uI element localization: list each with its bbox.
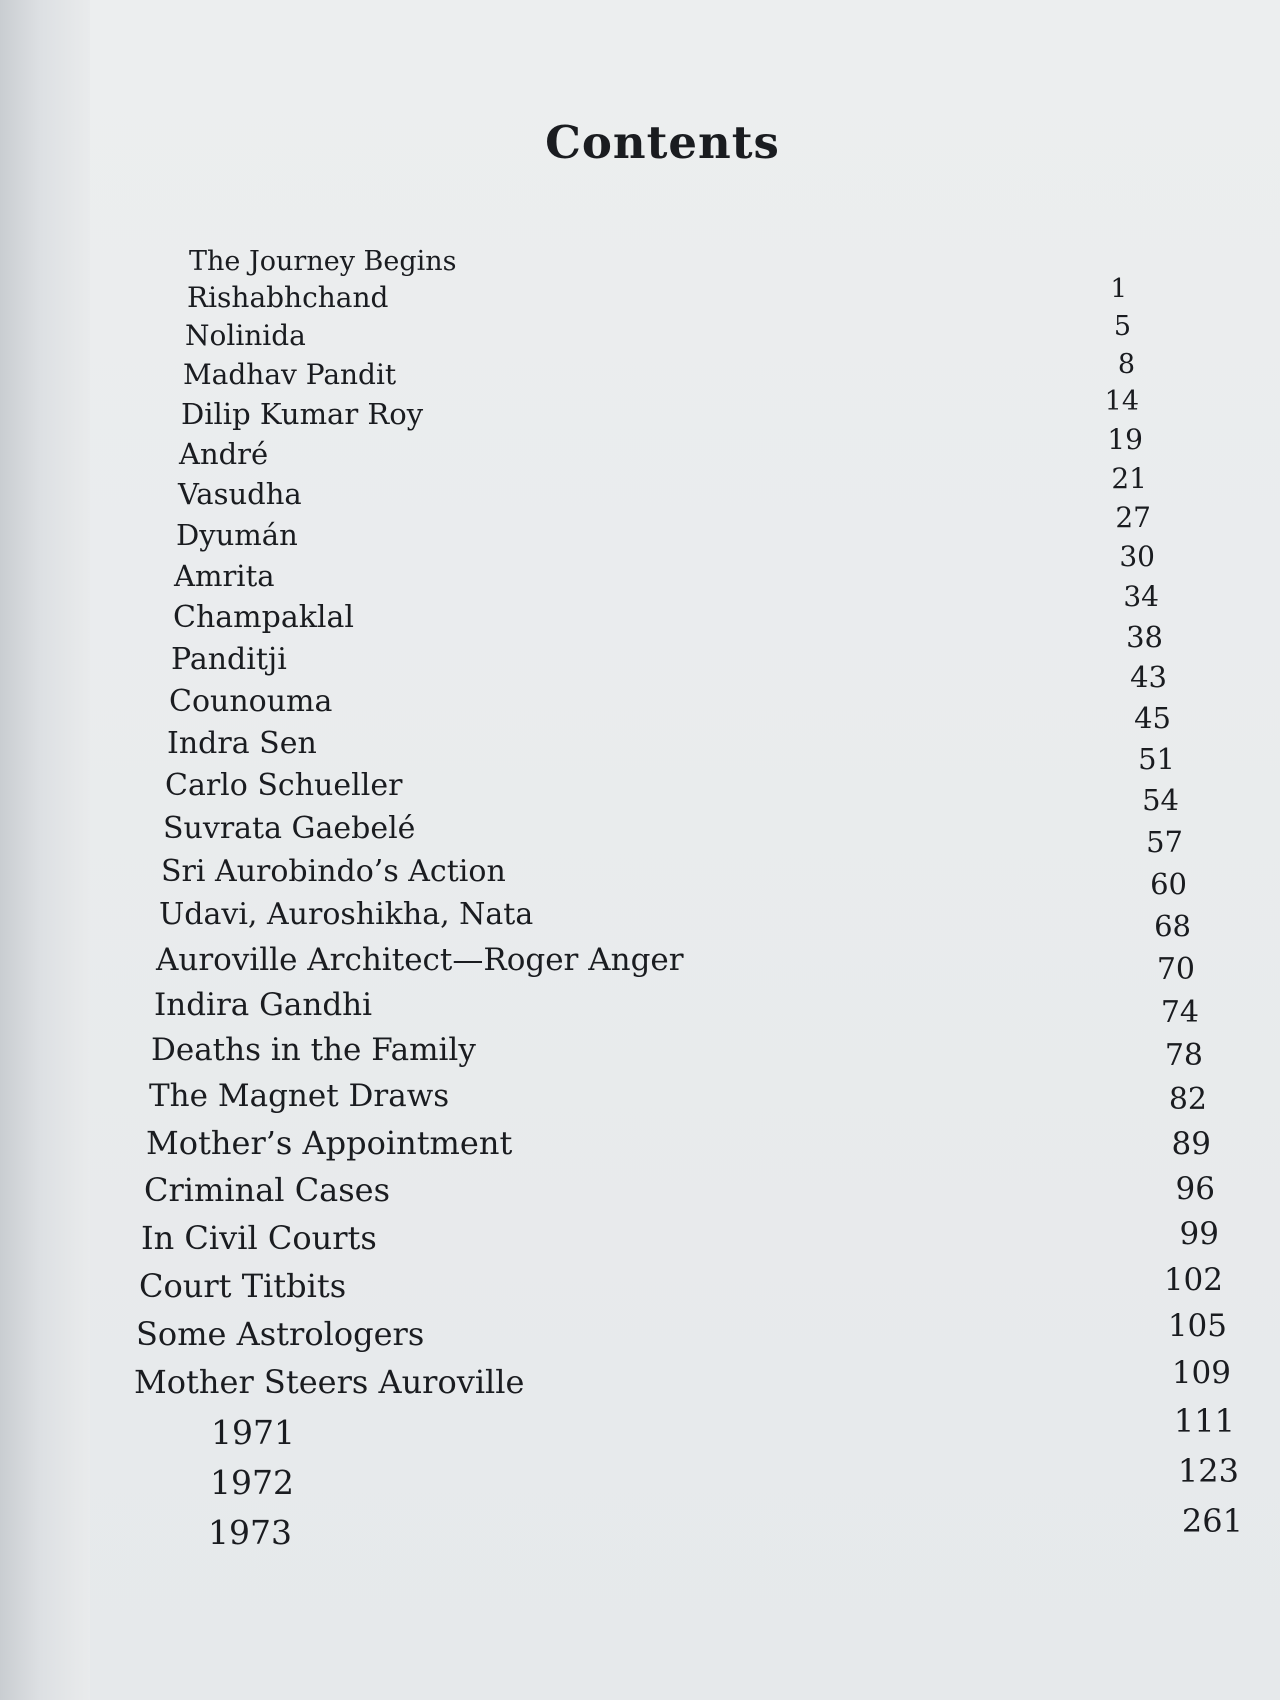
toc-entry-title: Vasudha [178,477,302,511]
toc-entry-page-number: 45 [1134,701,1171,735]
toc-entry-page-number: 43 [1130,660,1167,694]
toc-entry-title: Carlo Schueller [165,768,403,803]
toc-entry-title: Dyumán [176,518,298,552]
toc-entry-title: Criminal Cases [144,1171,391,1209]
toc-entry-page-number: 111 [1173,1402,1235,1440]
toc-entry-page-number: 68 [1154,909,1191,943]
toc-entry-page-number: 21 [1111,462,1147,495]
toc-entry-title: André [179,437,269,471]
toc-entry-title: 1972 [210,1463,294,1502]
toc-entry-page-number: 74 [1160,995,1199,1030]
toc-entry-page-number: 38 [1126,620,1163,654]
toc-entry-page-number: 261 [1181,1502,1243,1540]
toc-entry-title: Sri Aurobindo’s Action [161,854,506,889]
toc-entry-title: Udavi, Auroshikha, Nata [159,897,534,932]
toc-entry-title: Madhav Pandit [183,358,397,391]
toc-entry-title: Court Titbits [139,1267,347,1305]
toc-entry-title: Rishabhchand [187,281,389,314]
toc-entry-title: Indra Sen [167,726,317,761]
toc-entry-page-number: 30 [1119,540,1155,573]
toc-entry-title: Panditji [171,642,287,677]
toc-entry-page-number: 99 [1179,1216,1219,1252]
toc-entry-page-number: 102 [1163,1262,1223,1298]
toc-entry-page-number: 14 [1104,386,1139,417]
toc-entry-page-number: 1 [1110,274,1127,304]
toc-entry-page-number: 96 [1175,1171,1215,1207]
toc-entry-page-number: 19 [1107,423,1143,456]
toc-entry-page-number: 123 [1177,1452,1239,1490]
toc-entry-page-number: 51 [1138,742,1175,776]
toc-entry-title: 1971 [211,1413,295,1452]
toc-entry-title: In Civil Courts [141,1219,377,1257]
toc-entry-title: Mother Steers Auroville [134,1363,525,1401]
toc-entry-page-number: 89 [1171,1126,1211,1162]
toc-entry-title: Indira Gandhi [154,987,373,1023]
toc-entry-title: Deaths in the Family [151,1032,476,1068]
toc-entry-title: Amrita [174,559,275,593]
toc-entry-page-number: 60 [1150,867,1187,901]
toc-entry-page-number: 82 [1168,1082,1207,1117]
toc-entry-title: Mother’s Appointment [146,1124,513,1162]
toc-entry-page-number: 34 [1123,580,1159,613]
toc-entry-page-number: 54 [1142,783,1179,817]
toc-entry-title: Nolinida [185,319,306,352]
toc-entry-title: Counouma [169,684,333,719]
toc-entry-page-number: 78 [1164,1038,1203,1073]
toc-entry-page-number: 5 [1113,311,1131,342]
toc-entry-page-number: 8 [1117,349,1135,380]
toc-entry-title: Some Astrologers [136,1315,425,1353]
page-title: Contents [545,116,780,169]
toc-entry-title: The Journey Begins [189,246,457,277]
toc-entry-title: Auroville Architect—Roger Anger [156,942,684,978]
toc-entry-page-number: 27 [1115,501,1151,534]
toc-entry-title: Champaklal [173,600,354,635]
toc-entry-page-number: 70 [1156,952,1195,987]
toc-entry-title: Suvrata Gaebelé [163,811,416,846]
toc-entry-page-number: 105 [1167,1308,1227,1344]
toc-entry-page-number: 57 [1146,825,1183,859]
toc-entry-title: Dilip Kumar Roy [181,397,424,431]
toc-entry-title: 1973 [208,1513,292,1552]
toc-entry-title: The Magnet Draws [149,1078,450,1114]
toc-entry-page-number: 109 [1171,1355,1231,1391]
